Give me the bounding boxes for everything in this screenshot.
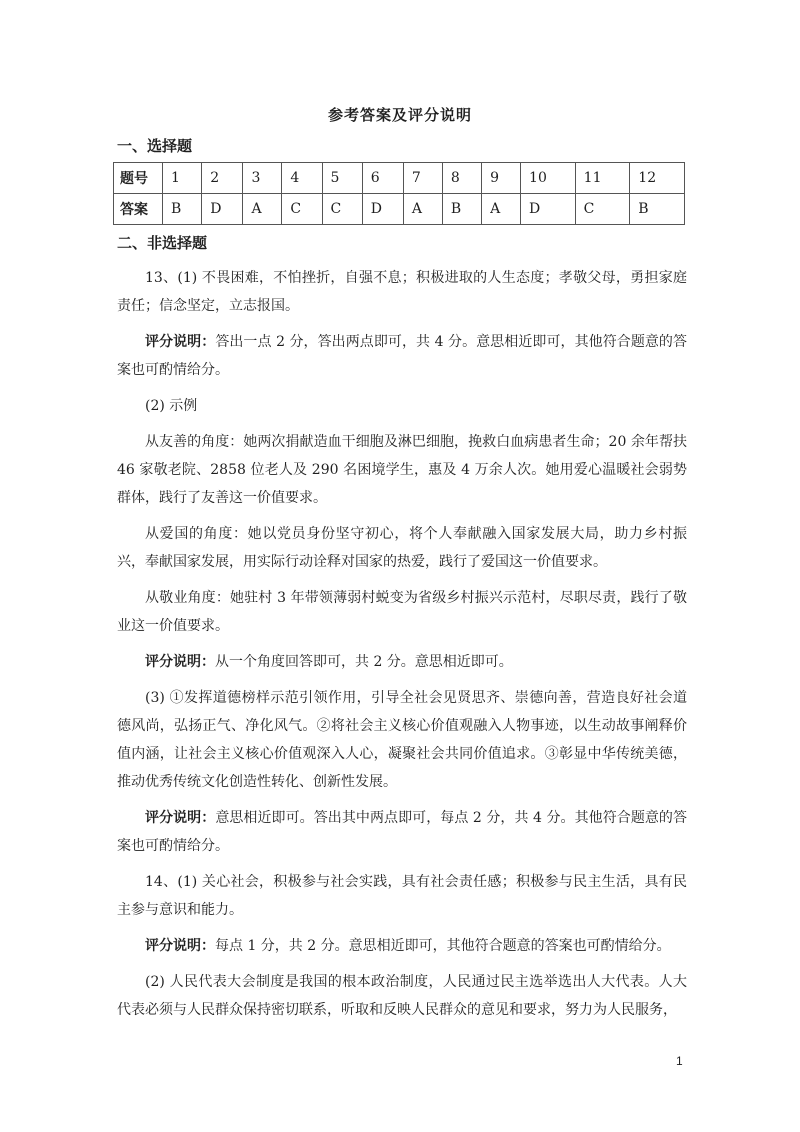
question-number-cell: 7 [403, 163, 442, 194]
scoring-note-paragraph [117, 932, 687, 960]
section-heading-nonchoice: 二、非选择题 [117, 234, 208, 252]
answer-cell: C [282, 194, 322, 225]
question-number-cell: 9 [482, 163, 521, 194]
question-number-cell: 5 [322, 163, 362, 194]
question-number-cell: 6 [362, 163, 403, 194]
question-number-cell: 1 [163, 163, 202, 194]
paragraph-text: 意思相近即可。答出其中两点即可，每点 2 分，共 4 分。其他符合题意的答案也可酌情给分。 [117, 810, 687, 854]
answer-paragraph [117, 428, 687, 512]
scoring-note-paragraph [117, 328, 687, 384]
scoring-note-paragraph [117, 804, 687, 860]
scoring-note-label: 评分说明： [145, 654, 215, 670]
paragraph-text: (2) 示例 [145, 398, 198, 414]
paragraph-text: 答出一点 2 分，答出两点即可，共 4 分。意思相近即可，其他符合题意的答案也可酌情给分。 [117, 334, 687, 378]
scoring-note-label: 评分说明： [145, 810, 216, 826]
question-number-cell: 2 [202, 163, 243, 194]
page-title: 参考答案及评分说明 [327, 106, 472, 124]
question-number-cell: 3 [243, 163, 282, 194]
table-header-cell: 答案 [114, 194, 163, 225]
scoring-note-label: 评分说明： [145, 334, 216, 350]
table-row-numbers [114, 163, 685, 194]
paragraph-text: 13、(1) 不畏困难，不怕挫折，自强不息；积极进取的人生态度；孝敬父母，勇担家庭责任；信念坚定，立志报国。 [117, 270, 687, 314]
answer-paragraph [117, 868, 687, 924]
answer-cell: B [442, 194, 481, 225]
answer-paragraph [117, 264, 687, 320]
answer-cell: B [630, 194, 685, 225]
question-number-cell: 10 [521, 163, 576, 194]
question-number-cell: 4 [282, 163, 322, 194]
answer-cell: C [575, 194, 630, 225]
paragraph-text: 从友善的角度：她两次捐献造血干细胞及淋巴细胞，挽救白血病患者生命；20 余年帮扶 46 家敬老院、2858 位老人及 290 名困境学生，惠及 4 万余人次。她用爱心温暖社会弱势群体，践行了友善这一价值要求。 [117, 434, 687, 506]
answer-cell: A [403, 194, 442, 225]
question-number-cell: 12 [630, 163, 685, 194]
answer-paragraph [117, 584, 687, 640]
paragraph-text: 从爱国的角度：她以党员身份坚守初心，将个人奉献融入国家发展大局，助力乡村振兴，奉献国家发展，用实际行动诠释对国家的热爱，践行了爱国这一价值要求。 [117, 526, 687, 570]
answer-content [117, 264, 687, 1032]
answer-cell: A [243, 194, 282, 225]
question-number-cell: 8 [442, 163, 481, 194]
answer-cell: C [322, 194, 362, 225]
answer-paragraph [117, 968, 687, 1024]
answer-paragraph [117, 392, 687, 420]
answer-paragraph [117, 684, 687, 796]
table-header-cell: 题号 [114, 163, 163, 194]
answer-cell: D [362, 194, 403, 225]
answer-table [113, 162, 685, 225]
paragraph-text: (2) 人民代表大会制度是我国的根本政治制度，人民通过民主选举选出人大代表。人大代表必须与人民群众保持密切联系，听取和反映人民群众的意见和要求，努力为人民服务， [117, 974, 687, 1018]
question-number-cell: 11 [575, 163, 630, 194]
table-row-answers [114, 194, 685, 225]
paragraph-text: 14、(1) 关心社会，积极参与社会实践，具有社会责任感；积极参与民主生活，具有民主参与意识和能力。 [117, 874, 687, 918]
page-number: 1 [676, 1054, 683, 1068]
answer-cell: A [482, 194, 521, 225]
scoring-note-label: 评分说明： [145, 938, 215, 954]
answer-cell: D [202, 194, 243, 225]
answer-cell: B [163, 194, 202, 225]
paragraph-text: 每点 1 分，共 2 分。意思相近即可，其他符合题意的答案也可酌情给分。 [215, 938, 671, 954]
section-heading-choice: 一、选择题 [117, 137, 193, 155]
answer-cell: D [521, 194, 576, 225]
scoring-note-paragraph [117, 648, 687, 676]
answer-paragraph [117, 520, 687, 576]
paragraph-text: (3) ①发挥道德榜样示范引领作用，引导全社会见贤思齐、崇德向善，营造良好社会道德风尚，弘扬正气、净化风气。②将社会主义核心价值观融入人物事迹，以生动故事阐释价值内涵，让社会主义核心价值观深入人心，凝聚社会共同价值追求。③彰显中华传统美德，推动优秀传统文化创造性转化、创新性发展。 [117, 690, 687, 790]
paragraph-text: 从敬业角度：她驻村 3 年带领薄弱村蜕变为省级乡村振兴示范村，尽职尽责，践行了敬业这一价值要求。 [117, 590, 687, 634]
paragraph-text: 从一个角度回答即可，共 2 分。意思相近即可。 [215, 654, 513, 670]
